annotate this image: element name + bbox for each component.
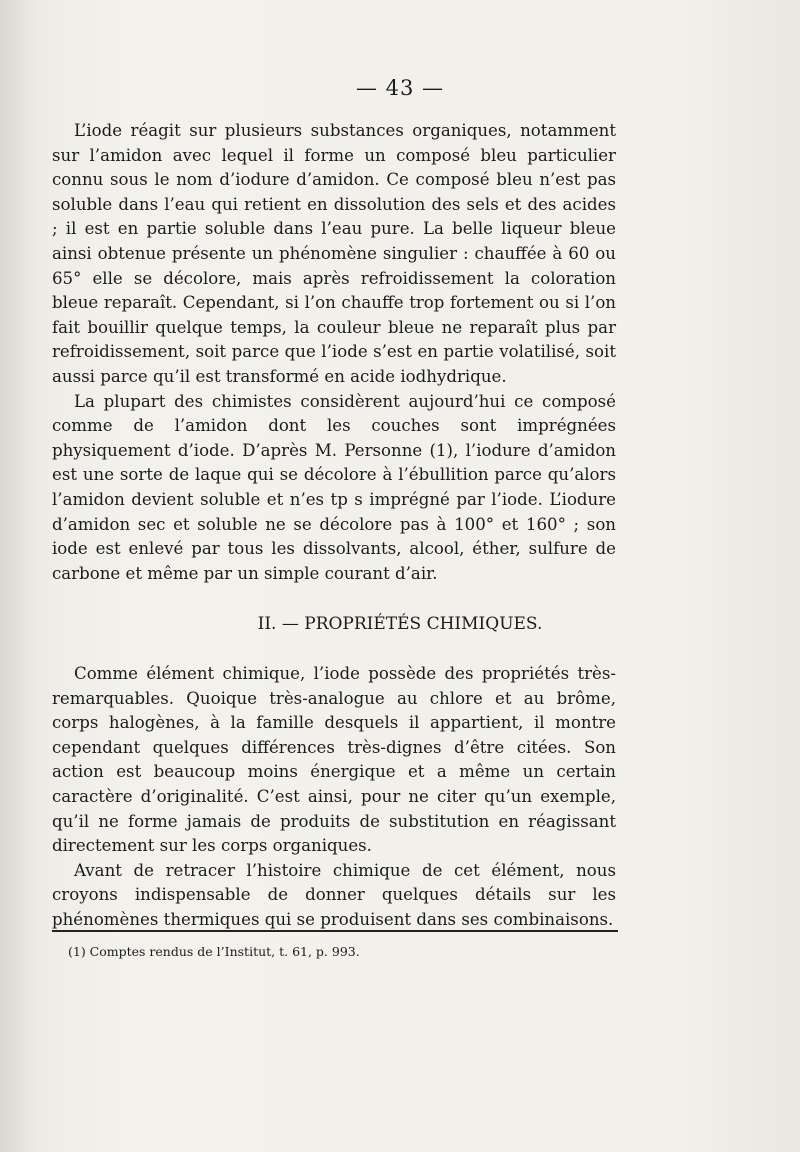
- paragraph-iodure-amidon: L’iode réagit sur plusieurs substances organiques, notamment sur l’amidon avec lequel il forme un composé bleu particulier connu sous le nom d’iodure d’amidon. Ce composé bleu n’est pas soluble dans l’eau qui retient en dissolution des sels et des acides ; il est en partie soluble dans l’eau pure. La belle liqueur bleue ainsi obtenue présente un phénomène singulier : chauffée à 60 ou 65° elle se décolore, mais après refroidissement la coloration bleue reparaît. Cependant, si l’on chauffe trop fortement ou si l’on fait bouillir quelque temps, la couleur bleue ne reparaît plus par refroidissement, soit parce que l’iode s’est en partie volatilisé, soit aussi parce qu’il est transformé en acide iodhydrique.: [52, 121, 616, 386]
- footnote: (1) Comptes rendus de l’Institut, t. 61, p. 993.: [68, 944, 360, 959]
- section-2-body: [52, 662, 616, 933]
- paragraph-personne: La plupart des chimistes considèrent aujourd’hui ce composé comme de l’amidon dont les couches sont imprégnées physiquement d’iode. D’après M. Personne (1), l’iodure d’amidon est une sorte de laque qui se décolore à l’ébullition parce qu’alors l’amidon devient soluble et n’es tp s imprégné par l’iode. L’iodure d’amidon sec et soluble ne se décolore pas à 100° et 160° ; son iode est enlevé par tous les dissolvants, alcool, éther, sulfure de carbone et même par un simple courant d’air.: [52, 391, 616, 583]
- section-heading: II. — PROPRIÉTÉS CHIMIQUES.: [257, 614, 543, 634]
- paragraph-phenomenes-thermiques: Avant de retracer l’histoire chimique de cet élément, nous croyons indispensable de donner quelques détails sur les phénomènes thermiques qui se produisent dans ses combinaisons.: [52, 860, 616, 929]
- footnote-divider: [52, 930, 618, 932]
- paragraph-proprietes: Comme élément chimique, l’iode possède des propriétés très-remarquables. Quoique très-analogue au chlore et au brôme, corps halogènes, à la famille desquels il appartient, il montre cependant quelques différences très-dignes d’être citées. Son action est beaucoup moins énergique et a même un certain caractère d’originalité. C’est ainsi, pour ne citer qu’un exemple, qu’il ne forme jamais de produits de substitution en réagissant directement sur les corps organiques.: [52, 664, 616, 856]
- page-number: — 43 —: [355, 76, 445, 100]
- section-1-body: [52, 119, 616, 586]
